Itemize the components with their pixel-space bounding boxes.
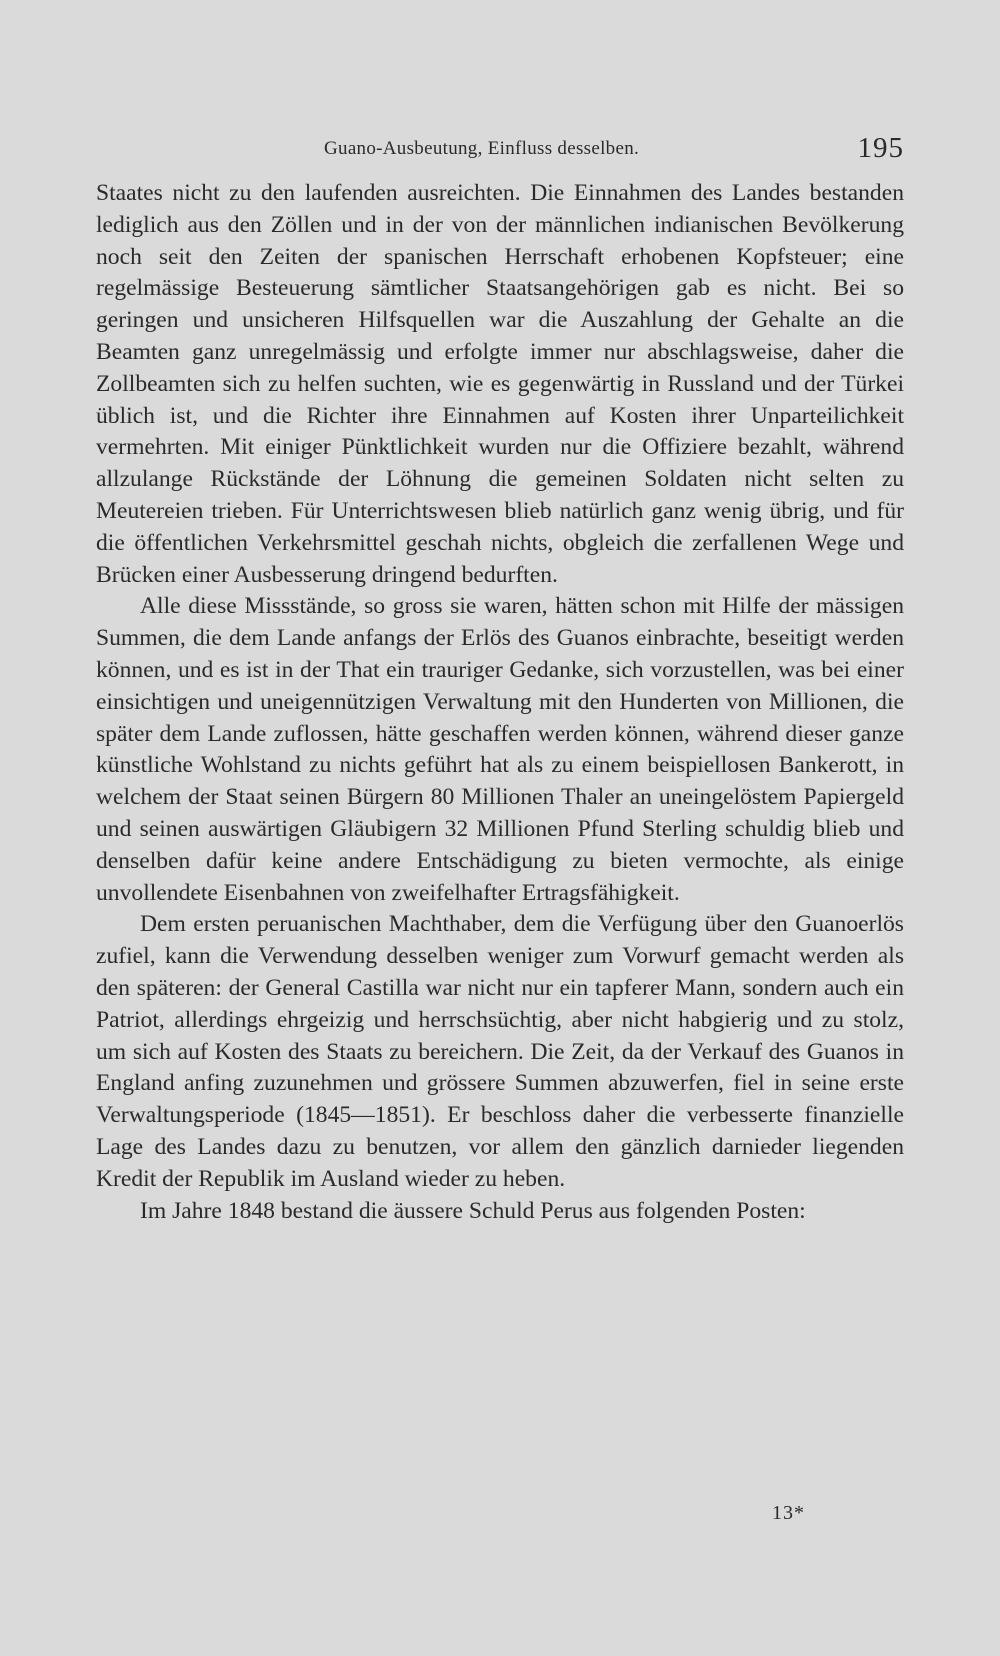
paragraph: Im Jahre 1848 bestand die äussere Schuld Perus aus folgenden Posten: [140, 1197, 806, 1224]
paragraph: Dem ersten peruanischen Machthaber, dem die Verfügung über den Guanoerlös zufiel, kann die Verwendung desselben weniger zum Vorwurf gemacht werden als den späteren: der General Castilla war nicht nur ein tapferer Mann, sondern auch ein Patriot, allerdings ehrgeizig und herrschsüchtig, aber nicht habgierig und zu stolz, um sich auf Kosten des Staats zu bereichern. Die Zeit, da der Verkauf des Guanos in England anfing zuzunehmen und grössere Summen abzuwerfen, fiel in seine erste Verwaltungsperiode (1845—1851). Er beschloss daher die verbesserte finanzielle Lage des Landes dazu zu benutzen, vor allem den gänzlich darnieder liegenden Kredit der Republik im Ausland wieder zu heben. [96, 911, 904, 1192]
page-number: 195 [857, 132, 904, 164]
running-title: Guano-Ausbeutung, Einfluss desselben. [324, 138, 640, 159]
paragraph: Staates nicht zu den laufenden ausreichten. Die Einnahmen des Landes bestanden lediglich aus den Zöllen und in der von der männlichen indianischen Bevölkerung noch seit den Zeiten der spanischen Herrschaft erhobenen Kopfsteuer; eine regelmässige Besteuerung sämtlicher Staatsangehörigen gab es nicht. Bei so geringen und unsicheren Hilfsquellen war die Auszahlung der Gehalte an die Beamten ganz unregelmässig und erfolgte immer nur abschlagsweise, daher die Zollbeamten sich zu helfen suchten, wie es gegenwärtig in Russland und der Türkei üblich ist, und die Richter ihre Einnahmen auf Kosten ihrer Unparteilichkeit vermehrten. Mit einiger Pünktlichkeit wurden nur die Offiziere bezahlt, während allzulange Rückstände der Löhnung die gemeinen Soldaten nicht selten zu Meutereien trieben. Für Unterrichtswesen blieb natürlich ganz wenig übrig, und für die öffentlichen Verkehrsmittel geschah nichts, obgleich die zerfallenen Wege und Brücken einer Ausbesserung dringend bedurften. [96, 180, 904, 588]
body-text [96, 178, 904, 1227]
signature-mark: 13* [772, 1502, 805, 1524]
page-header [96, 132, 904, 172]
paragraph: Alle diese Missstände, so gross sie waren, hätten schon mit Hilfe der mässigen Summen, die dem Lande anfangs der Erlös des Guanos einbrachte, beseitigt werden können, und es ist in der That ein trauriger Gedanke, sich vorzustellen, was bei einer einsichtigen und uneigennützigen Verwaltung mit den Hunderten von Millionen, die später dem Lande zuflossen, hätte geschaffen werden können, während dieser ganze künstliche Wohlstand zu nichts geführt hat als zu einem beispiellosen Bankerott, in welchem der Staat seinen Bürgern 80 Millionen Thaler an uneingelöstem Papiergeld und seinen auswärtigen Gläubigern 32 Millionen Pfund Sterling schuldig blieb und denselben dafür keine andere Entschädigung zu bieten vermochte, als einige unvollendete Eisenbahnen von zweifelhafter Ertragsfähigkeit. [96, 593, 904, 906]
